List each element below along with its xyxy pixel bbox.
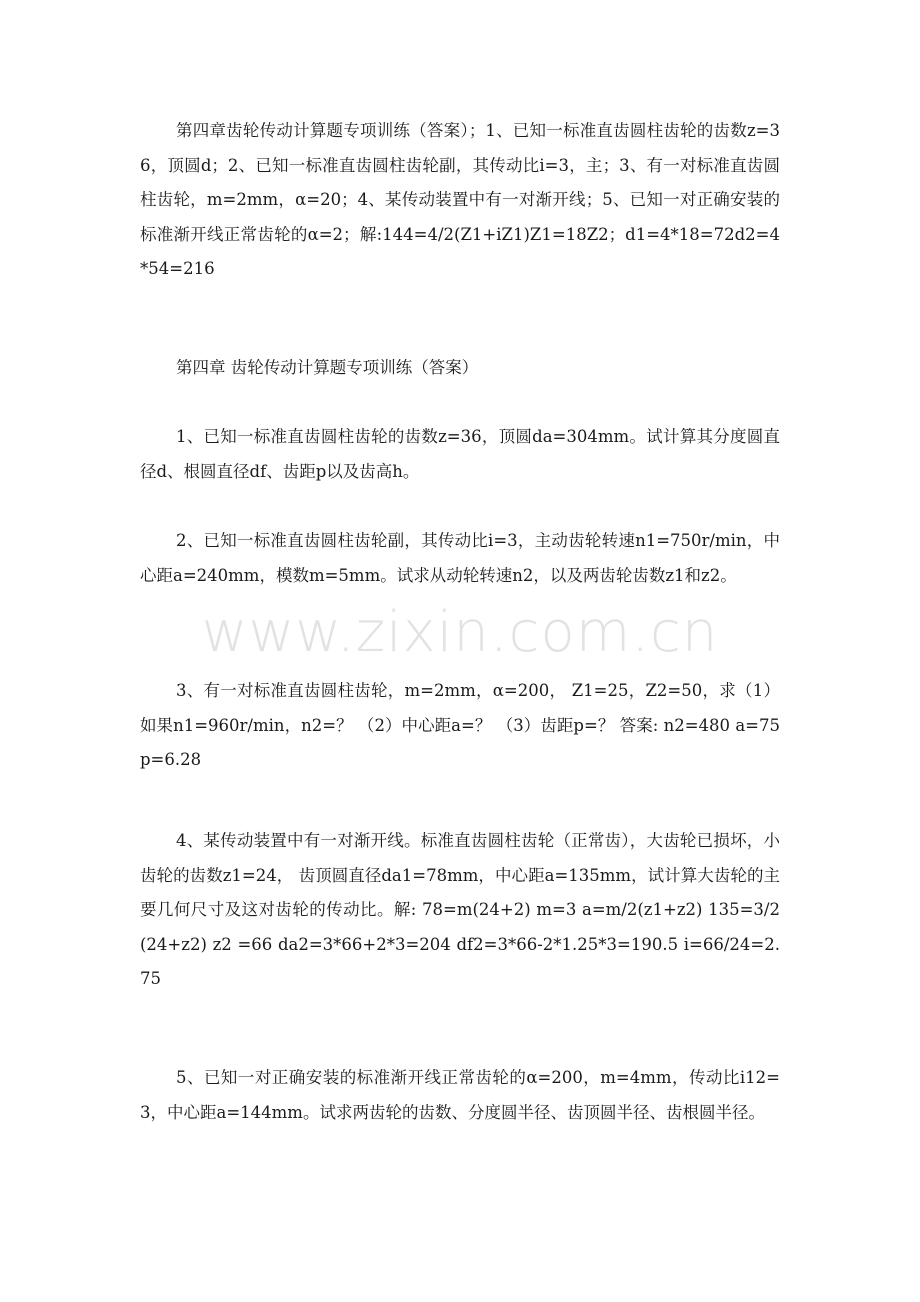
- watermark: www.zixin.com.cn: [201, 600, 719, 665]
- question-5: 5、已知一对正确安装的标准渐开线正常齿轮的α=200，m=4mm，传动比i12=3，中心距a=144mm。试求两齿轮的齿数、分度圆半径、齿顶圆半径、齿根圆半径。: [140, 1068, 780, 1122]
- question-4: 4、某传动装置中有一对渐开线。标准直齿圆柱齿轮（正常齿），大齿轮已损坏，小齿轮的齿数z1=24， 齿顶圆直径da1=78mm，中心距a=135mm，试计算大齿轮的主要几何尺寸及这对齿轮的传动比。解: 78=m(24+2) m=3 a=m/2(z1+z2) 135=3/2(24+z2) z2 =66 da2=3*66+2*3=204 df2=3*66-2*1.25*3=190.5 i=66/24=2.75: [140, 831, 780, 988]
- question-3: 3、有一对标准直齿圆柱齿轮，m=2mm，α=200， Z1=25，Z2=50，求（1）如果n1=960r/min，n2=？ （2）中心距a=？ （3）齿距p=？ 答案: n2=480 a=75 p=6.28: [140, 681, 780, 769]
- question-2: 2、已知一标准直齿圆柱齿轮副，其传动比i=3，主动齿轮转速n1=750r/min，中心距a=240mm，模数m=5mm。试求从动轮转速n2，以及两齿轮齿数z1和z2。: [140, 531, 780, 585]
- chapter-title: 第四章 齿轮传动计算题专项训练（答案）: [176, 358, 479, 377]
- question-1: 1、已知一标准直齿圆柱齿轮的齿数z=36，顶圆da=304mm。试计算其分度圆直径d、根圆直径df、齿距p以及齿高h。: [140, 427, 780, 481]
- summary-paragraph: 第四章齿轮传动计算题专项训练（答案）；1、已知一标准直齿圆柱齿轮的齿数z=36，顶圆d；2、已知一标准直齿圆柱齿轮副，其传动比i=3，主；3、有一对标准直齿圆柱齿轮，m=2mm，α=20；4、某传动装置中有一对渐开线；5、已知一对正确安装的标准渐开线正常齿轮的α=2；解:144=4/2(Z1+iZ1)Z1=18Z2；d1=4*18=72d2=4*54=216: [140, 121, 780, 278]
